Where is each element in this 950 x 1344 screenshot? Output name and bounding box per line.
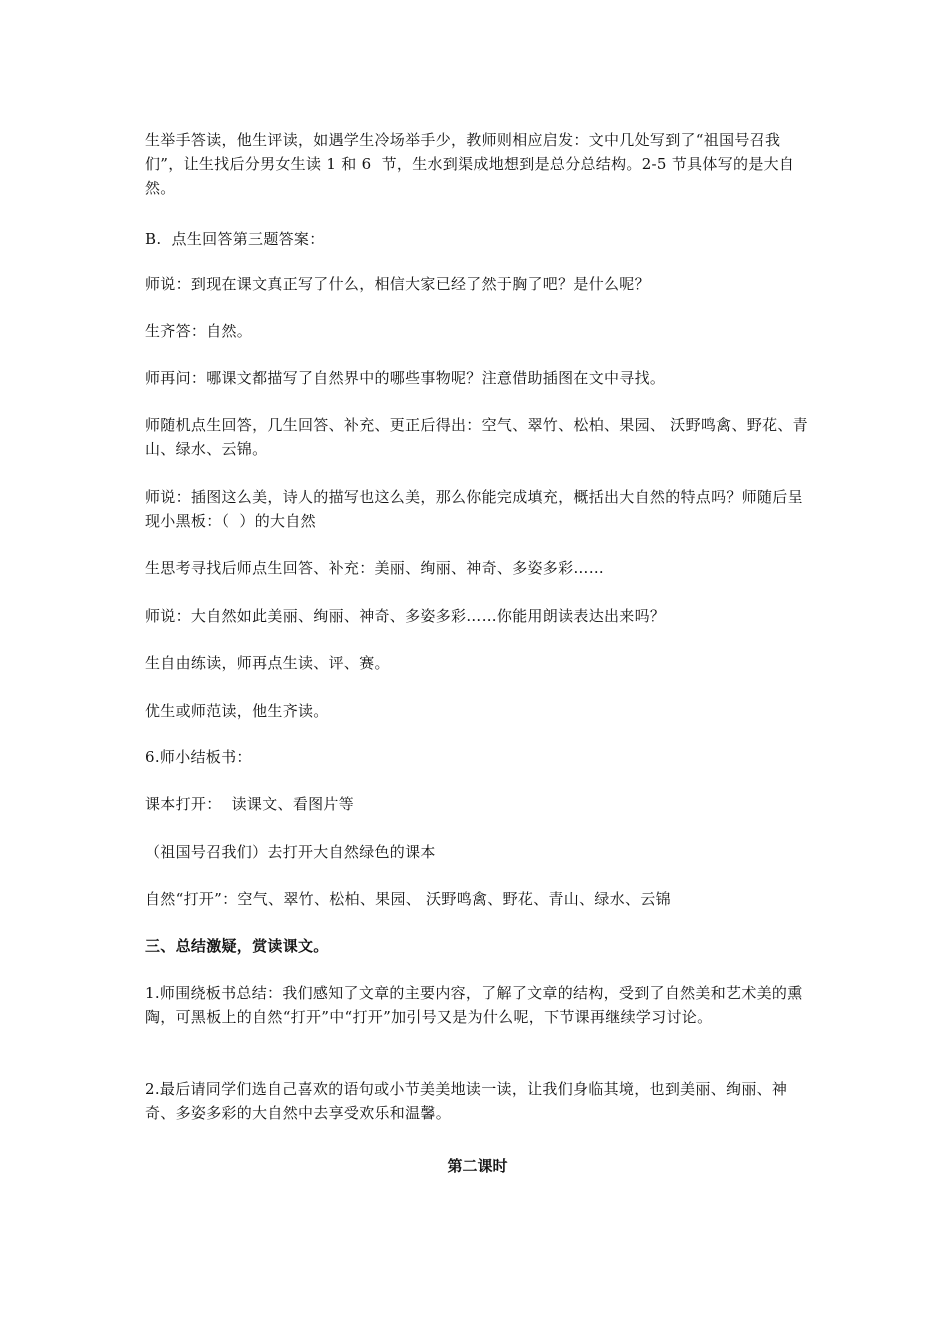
section-heading-summary: 三、总结激疑，赏读课文。 xyxy=(145,937,329,955)
paragraph-summary-one: 1.师围绕板书总结：我们感知了文章的主要内容，了解了文章的结构，受到了自然美和艺术美的熏陶，可黑板上的自然“打开”中“打开”加引号又是为什么呢，下节课再继续学习讨论。 xyxy=(145,984,803,1026)
paragraph-student-reading: 生举手答读，他生评读，如遇学生冷场举手少，教师则相应启发：文中几处写到了“祖国号召我们”，让生找后分男女生读 1 和 6 节，生水到渠成地想到是总分总结构。2-5 节具体写的是大自然。 xyxy=(145,131,795,197)
lesson-title: 第二课时 xyxy=(447,1157,508,1175)
paragraph-textbook-open: 课本打开： 读课文、看图片等 xyxy=(145,795,355,813)
paragraph-board-summary: 6.师小结板书： xyxy=(145,748,252,766)
paragraph-practice: 生自由练读，师再点生读、评、赛。 xyxy=(145,654,390,672)
paragraph-teacher-asks-content: 师说：到现在课文真正写了什么，相信大家已经了然于胸了吧？是什么呢？ xyxy=(145,275,650,293)
paragraph-summary-two: 2.最后请同学们选自己喜欢的语句或小节美美地读一读，让我们身临其境，也到美丽、绚丽、神奇、多姿多彩的大自然中去享受欢乐和温馨。 xyxy=(145,1080,788,1122)
paragraph-students-answer: 生齐答：自然。 xyxy=(145,322,253,340)
paragraph-features: 生思考寻找后师点生回答、补充：美丽、绚丽、神奇、多姿多彩…… xyxy=(145,559,605,577)
paragraph-green-textbook: （祖国号召我们）去打开大自然绿色的课本 xyxy=(145,843,436,861)
paragraph-model-reading: 优生或师范读，他生齐读。 xyxy=(145,702,329,720)
paragraph-fill-blank: 师说：插图这么美，诗人的描写也这么美，那么你能完成填充，概括出大自然的特点吗？师随后呈现小黑板：（ ）的大自然 xyxy=(145,488,803,530)
paragraph-teacher-asks-things: 师再问：哪课文都描写了自然界中的哪些事物呢？注意借助插图在文中寻找。 xyxy=(145,369,666,387)
paragraph-read-aloud: 师说：大自然如此美丽、绚丽、神奇、多姿多彩……你能用朗读表达出来吗？ xyxy=(145,607,666,625)
paragraph-nature-open: 自然“打开”：空气、翠竹、松柏、果园、 沃野鸣禽、野花、青山、绿水、云锦 xyxy=(145,890,671,908)
paragraph-question-three: B. 点生回答第三题答案： xyxy=(145,230,325,248)
paragraph-answers-things: 师随机点生回答，几生回答、补充、更正后得出：空气、翠竹、松柏、果园、 沃野鸣禽、野花、青山、绿水、云锦。 xyxy=(145,416,808,458)
